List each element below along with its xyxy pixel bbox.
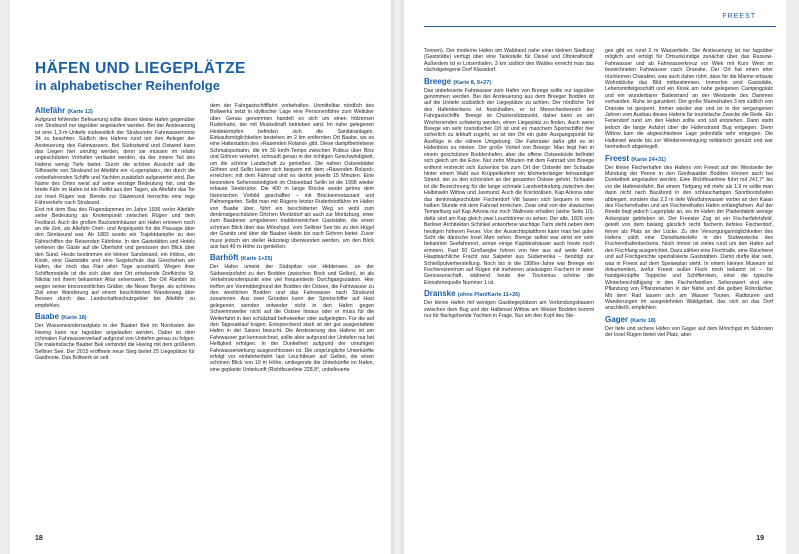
paragraph: Der Hafen umeist der Südspitze von Hiddensee, an der Südwestzufahrt zu den Bodden (zwischen Bock und Gellen), ist als Verkehrsknotenpunkt eine viel frequentierte Durchgangsstation. Hier treffen am Vorenddeighund der Bodden der Ostsee, die Fahrwasser zu den westlichen Bodden und das Fahrwasser nach Stralsund zusammen. Aus zwei Gründen kann der Sportschiffer auf Hast gelegenen wenden entweder nicht in den Hafen gegen Schwemnwetter nicht auf die Ostsee hinaus oder er muss für die Weiterfahrt in den schützbad befreiwetter oder aufgelegten. Für die auf den Tagesablauf tragen. Entsprechend stark ist der gut ausgestattete Hafen in der Saison besucht. Die Ansteuerung des Hafens ist am Fahrwasser gut kennzeichnet, sollte aber aufgrund der Untiefen nur bei Helligkeit erfolgen. In der Dunkelheit aufgrund der unruhigen Fahrwasserwirkung ausgeschlossen ist. Die ursprüngliche Unterkünfte erfolgt vor einfahrtenfahrt laut Leuchtfeuer auf Gellen, die einen schönen Blick von 10 m Höhe, umliegende die Unterkünfte im Hafen, eine geplante Unterkunft (Richtfeuerlinie 228,8°, unbefeuerte [210,264,374,373]
column-3 [424,48,594,531]
paragraph: Tonnen). Der moderne Hafen am Waldrand nahe einer kleinen Siedlung (Gaststätte) verfügt über eine Tankstelle für Diesel und Ottokraftstoff. Außerdem ist er Lotsenhafen. 3 km südlich des Waldes erreicht man das nächstgelegene Dorf Klausdorf. [424,48,594,74]
section-heading-dranske: Dranske (ohne Plan/Karte 11+26) [424,289,521,299]
left-page [10,0,391,554]
page-number-left: 18 [35,535,43,542]
section-heading-freest: Freest (Karte 24+31) [605,153,666,163]
paragraph: Der Wasserwanderrastplatz in der Baaber Bek im Nordosten der Having kann nur tagsüber angelaufen werden. Dabei ist dem schmalen Fahrwasserverlauf aufgrund von Untiefen genau zu folgen. Die maleristische Baaber Bek verbindet die Having mit dem größeren Selliner See. Der 2015 eröffnete neue Steg bietet 25 Liegeplätze für Gastboote. Das Bollwerk ist seit [35,323,195,362]
running-header: FREEST [722,13,756,20]
paragraph: Der kleine Hafen mit wenigen Gastliegeplätzen am Verbindungsbauern zwischen dem Bug und der Halbinsel Wittow am Wieker Bodden kommt nur für flachgehende Yachten in Frage. Nur am den Kopf des Ste- [424,300,594,320]
section-heading-baabe: Baabe (Karte 18) [35,312,87,322]
paragraph: Der tiefe und sichere Hafen von Gager auf dem Mönchgut im Südosten der Insel Rügen bietet viel Platz, aber [605,325,773,339]
paragraph: Der kleine Fischerhafen des Hafens von Freest auf der Westseite der Mündung der Peene in den Greifswalder Bodden können auch bei Dunkelheit angelaufen werden. Eine Richtfeuerlinie führt mit 241,7° bis vor die Hafeneinfahrt. Bei einem Tiefgang mit mehr als 1,9 m sollte man dann nicht nach Backbord in den schlauchartigen Sportbootshafen abbiegen, sondern das 2,2 m tiefe Westfahrwasser vorbei an den Kaian des Fischereihafen und am Fischereihafen Hafen entlangfahren. Auf der Reede liegt jedoch Lagerplatz an, wo im Hafen der Plattenfabrik wenige Ankerplatz geblieben ist. Der Freester Zug ist ein Fischerfahrtsfeld, geteilt von dem bislang gänzlich recht fischerin tiefstes Fischerdorf, ferner als Platz an der Lücke. Zu den Versorgungsmöglichkeiten des Hafens zählt eine Dieseltankstelle in der Südwestecke des Fischereihafenbeckens. Noch immer ist vieles rund um den Hafen auf den Fischfang ausgerichtet. Dazu zählen eine Fischhalle, eine Räucherei und auf Fischgerichte spezialisierte Gaststätten. Damit dürfte klar sein, was in Freest auf dem Speiseplan steht. In einem kleinen Museum ist dokumentiert, wofür Freest außer Fisch noch bekannt ist – für handgeknüpfte Teppiche und Schifferreien, einst die typische Winterbeschäftigung in den Fischerfamilien. Sehenswert sind eine Pflanzung von Pflanzenarten in der Nähe und die gelben Rohrdächer. Mit dem Rad lassen sich am Wasser Touren, Radtouren und Wanderungen im ausgedehnten Waldgebiet, das sich an das Dorf anschließt, empfehlen. [605,164,773,312]
column-4 [605,48,773,531]
right-page [404,0,786,554]
page-number-right: 19 [756,535,764,542]
book-gutter [391,0,404,554]
chapter-subtitle: in alphabetischer Reihenfolge [35,78,220,93]
section-heading-altefaehr: Altefähr (Karte 12) [35,106,93,115]
chapter-title: HÄFEN UND LIEGEPLÄTZE [35,60,246,77]
column-2 [210,103,374,531]
paragraph: Erst mit dem Bau des Rügendammes im Jahre 1936 verlor Altefähr seine Bedeutung als Knotenpunkt zwischen Rügen und dem Festland. Auch die großen Backsteinhäuser am Hafen erinnern noch an die Zeit, als Altefähr Dreh- und Angelpunkt für die Passage über den Strelasund war. Ab 1883 wurde ein Trajektdampfer zu den Fährschiffen der Reisenden Fährlinie. In den Gaststätten und Hotels verlieren die Gäste auf die Überfahrt und genossen den Blick über den Sund. Heute bestimmen ein kleiner Sandstrand, ein Imbiss, ein Kiosk, eine Gaststätte und eine Segelschule das Geschehen am Hafen, der noch das Flair alter Tage ausstrahlt. Wegen ihrer Schiffsmodelle ist die sich über den Ort erhebende Dorfkirche St. Nikolai mit ihrem bekannten Altar sehenswert. Der Ort Rambin ist wegen seiner bronzezeitlichen Gräber, die Neuer Berge, als schönes Ziel einer Wanderung auf einem beschilderten Wanderweg über Bessen durch das Landschaftsschutzgebiet bei Altefähr zu empfehlen. [35,206,195,309]
paragraph: Das unbefeuerte Fahrwasser zum Hafen von Breege sollte nur tagsüber genommen werden. Bei der Ansteuerung aus dem Breeger Bodden ist auf die Untiefe südöstlich der Liegeplätze zu achten. Der nördliche Teil des Hafenbeckens ist freizuhalten, er ist Menschenbereich der Fahrgastschiffe. Breege ist Charterstützpunkt, daher kann es am Wochenenden schwierig werden, einen Liegeplatz zu finden. Auch wenn Breege ein sehr touristischer Ort ist und es manchem Sportschiffer hier sicherlich zu lebhaft zugeht, so ist der Ort ein guter Ausgangspunkt für Ausflüge in die nähere Umgebung. Die Fahrräder dafür gibt es im Hafenbüro zu mieten. Der große Vorteil von Breege: Man liegt hier in einem geschützten Boddenhafen, aber die offene Ostseeküste befindet sich gleich um die Ecke. Nur zehn Minuten mit dem Fahrrad von Breege entfernt erstreckt sich lückenlos bis zum Ort der Ostseite der Schaabe hinter einem Wald aus Krüppelkiefern ein kilometerlanger feinsandiger Strand, der zu den schönsten an der gesamten Ostsee gehört. Schaabe ist die Bezeichnung für die lange schmale Landverbindung zwischen den Halbinseln Wittow und Jasmund. Auch die Knicktollsen, Kap Arkona oder das denkmalgeschützte Fischerdorf Vitt lassen sich bequem in einer halben Stunde mit dem Fahrrad erreichen. Zwar sind von der slawischen Tempelburg auf Kap Arkona nur noch Wallreste erhalten (siehe Seite 10), dafür sind am Kap gleich zwei Leuchttürme zu sehen. Der alte, 1826 vom Berliner Architekten Schinkel entworfene wuchtige Turm steht neben dem heutigen höheren Feuer. Von der Aussichtsplattform kann man bei guter Sicht die dänische Insel Møn sehen. Breege selbst war einst ein sehr bekannter Seefahrerort, woran einige Kapitänshäuser auch heute noch erinnern. Fast 50 Großsegler fuhren von hier aus auf weite Fahrt. Hauptsächliche Fracht war Salpeter aus Südamerika – benötigt zur Schießpulverherstellung. Noch bis in die 1990er-Jahre war Breege ein Fischereizentrum auf Rügen mit mehreren ansässigen Fischern in einer Genossenschaft, während heute der Tourismus schöne die Einnahmequelle Nummer 1 ist. [424,87,594,286]
paragraph: Aufgrund fehlender Befeuerung sollte dieser kleine Hafen gegenüber von Stralsund nur tagsüber angelaufen werden. Bei der Ansteuerung ist eine 1,3-m-Untiefe südwestlich der Stralsunder Fahrwassertonne 34 zu beachten. Südlich des Hafens rund um den Anleger der Ansteuerung des Fahrwassers. Bei Südostwind und Ostwind kann das Liegen hier unruhig werden, denn sie müssen im relativ ungeschützten Vorhafen verläutet werden, da der innere Teil des Hafens wenig Tiefe bietet. Durch die schöne Aussicht auf die Silhouette von Stralsund ist Altefähr ein »Logenplatz«, der durch die vorbeifahrenden Schiffe und Yachten zusätzlich aufgewertet wird. Der Name des Ortes weist auf seine einstige Bedeutung hin, und die breite Fähr im Hafen ist ein Relikt aus den Tagen, als Altefähr das Tor zur Insel Rügen war. Bereits zur Slawenzeit herrschte eine rege Fährverkehr nach Stralsund. [35,117,195,207]
section-heading-gager: Gager (Karte 18) [605,314,656,324]
paragraph: ges gibt es rund 2 m Wassertiefe. Die Ansteuerung ist nur tagsüber möglich und erfolgt für Ortsunkundige zunächst über das Rassow-Fahrwasser und ab Fahrwasserkreuz vor Wiek mit Kurs West im bezeichneten Fahrwasser nach Dranske. Der Ort hat einen eher nüchternen Charakter, was auch daher rührt, dass für die Marine erbaute Wohnblöcke das Bild mitbestimmen. Immerhin sind Gaststätte, Lebensmittelgeschäft und ein Kiosk am nahe gelegenen Campingplatz und ein wunderbarer Badestrand an der Westseite des Dammes vorhanden. Ruhe ist garantiert. Der große Marinehafen 3 km südlich von Dranske ist gesperrt. Immer wieder war und ist in der vergangenen Jahren vom Ausbau dieses Hafens für touristische Zwecke die Rede. Ein Feriendorf rund um den Hafen sollte und soll entstehen. Dann steht jedoch die lange Asfahrt über die Hafenstrand Bug entgegen. Denn Wittow kam die abgeschiedene Lage jedenfalls sehr entgegen. Die Halbinsel wurde bis zur Wiedervereinigung militärisch genutzt und war hermetisch abgeriegelt. [605,48,773,151]
paragraph: dem der Fahrgastschifffahrt vorbehalten. Unmittelbar nördlich des Bollwerks setzt in idyllischer Lage eine Personenfähre zum Weitulier über. Genau genommen handelt es sich um einen hölzernen Ruderkahn, der mit Muskelkraft betrieben wird. Im nahe gelegenen Heidekempfen befinden sich die Sanitäranlagen. Einkaufsmöglichkeiten bestehen im 2 km entfernten Ort Baabe, wo es eine Haltestation des »Rasenden Roland« gibt. Diese dampfbetriebene Schmalspurbahn, die im 30 km/h-Tempo zwischen Putbus über Binz und Göhren verkehrt, schnauft genau in der richtigen Geschwindigkeit, um die schöne Landschaft zu genießen. Die nahen Ostseebäder Göhren und Sellin lassen sich bequem mit dem »Rasenden Roland« erreichen: mit dem Fahrrad sind es derhin jeweils 15 Minuten. Eine besondere Sehenswürdigkeit im Ostseebad Sellin ist die 1998 wieder erbaute Seebrücke. Die 400 m lange Brücke wurde getreu dem historischen Vorbild geschaffen – mit Brückenrestaurant und Palmengarten. Selbt man mit Rügens letzter Ruderbootfähre im Hafen von Baabe über, führt ein beschilderter Weg so wohl zum denkmalgeschützten Örtchen Moritzdorf als auch zur Moritzburg, einer zum Baabener umgebenen traditionsreichen Gaststätte, die einen schönen Blick über das Mönchgut, vom Selliner See bis zu den Hügel der Granitz und über die Baaber Heide bis nach Göhren bietet. Zuvor muss jedoch ein steiler Holzsteig überwunden werden, um den Blick aus fast 40 m Höhe zu genießen. [210,103,374,250]
column-1 [35,103,195,531]
header-rule [424,26,776,27]
section-heading-barhoeft: Barhöft (Karte 1+25) [210,253,273,263]
section-heading-breege: Breege (Karte 8, 9+27) [424,76,492,86]
